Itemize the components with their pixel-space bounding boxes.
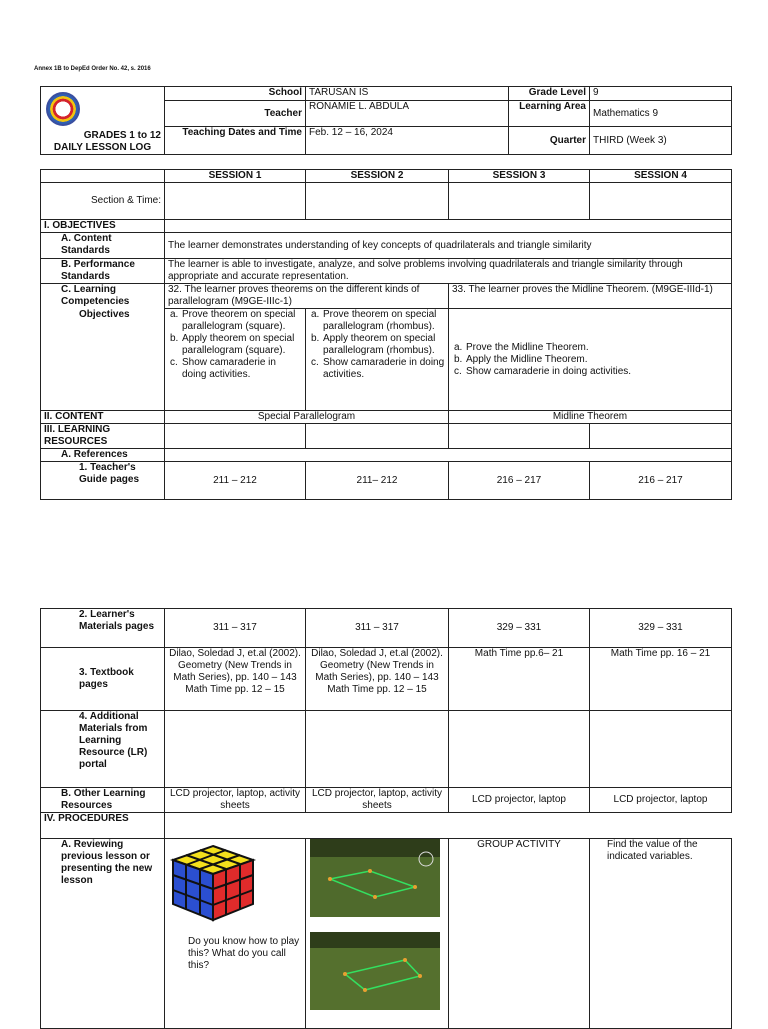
learning-area-label: Learning Area	[509, 101, 590, 127]
teachers-guide-s3: 216 – 217	[449, 462, 590, 500]
textbook-s2: Dilao, Soledad J, et.al (2002). Geometry (New Trends in Math Series), pp. 140 – 143 Math Time pp. 12 – 15	[306, 648, 449, 711]
objective-text: Prove theorem on special parallelogram (square).	[182, 309, 296, 332]
objective-marker: a.	[454, 341, 463, 353]
teachers-guide-s2: 211– 212	[306, 462, 449, 500]
resources-s2	[306, 424, 449, 449]
soccer-field-photo-1	[310, 839, 440, 917]
teacher-value: RONAMIE L. ABDULA	[306, 101, 509, 127]
objective-marker: c.	[454, 365, 462, 377]
reviewing-s4-instruction: Find the value of the indicated variables.	[607, 839, 698, 862]
quarter-value: THIRD (Week 3)	[590, 127, 732, 155]
deped-seal-icon	[46, 92, 80, 126]
school-label: School	[165, 87, 306, 101]
reviewing-label: A. Reviewing previous lesson or presenting the new lesson	[41, 839, 165, 1029]
objective-text: Apply theorem on special parallelogram (square).	[182, 333, 295, 356]
objective-item	[311, 333, 445, 357]
performance-standards-text: The learner is able to investigate, analyze, and solve problems involving quadrilaterals and triangle similarity through appropriate and accurate representation.	[165, 259, 732, 284]
section-time-s4	[590, 183, 732, 220]
objectives-s2	[306, 309, 449, 411]
soccer-field-photo-2	[310, 925, 440, 1017]
objective-marker: c.	[311, 357, 319, 368]
textbook-s1: Dilao, Soledad J, et.al (2002). Geometry (New Trends in Math Series), pp. 140 – 143 Math Time pp. 12 – 15	[165, 648, 306, 711]
content-standards-text: The learner demonstrates understanding of key concepts of quadrilaterals and triangle similarity	[165, 233, 732, 259]
annex-reference: Annex 1B to DepEd Order No. 42, s. 2016	[34, 66, 151, 72]
section-time-s2	[306, 183, 449, 220]
learners-materials-s4: 329 – 331	[590, 609, 732, 648]
teaching-dates-value: Feb. 12 – 16, 2024	[306, 127, 509, 155]
resources-s4	[590, 424, 732, 449]
reviewing-s1	[165, 839, 306, 1029]
objective-text: Prove theorem on special parallelogram (rhombus).	[323, 309, 437, 332]
quarter-label: Quarter	[509, 127, 590, 155]
objective-text: Show camaraderie in doing activities.	[466, 365, 632, 377]
resources-s1	[165, 424, 306, 449]
blank-corner-cell	[41, 170, 165, 183]
learners-materials-s1: 311 – 317	[165, 609, 306, 648]
references-label: A. References	[41, 449, 165, 462]
additional-materials-s2	[306, 711, 449, 788]
rubiks-cube-image	[168, 842, 258, 924]
section-time-s3	[449, 183, 590, 220]
objective-marker: b.	[454, 353, 463, 365]
objective-marker: c.	[170, 357, 178, 368]
content-s12: Special Parallelogram	[165, 411, 449, 424]
session-3-header: SESSION 3	[449, 170, 590, 183]
objective-item	[311, 357, 445, 381]
objective-marker: a.	[311, 309, 320, 320]
objective-text: Prove the Midline Theorem.	[466, 341, 589, 353]
header-title-line1: GRADES 1 to 12	[83, 129, 161, 141]
teacher-label: Teacher	[165, 101, 306, 127]
other-resources-s2: LCD projector, laptop, activity sheets	[306, 788, 449, 813]
header-title-line2: DAILY LESSON LOG	[53, 141, 152, 153]
additional-materials-label: 4. Additional Materials from Learning Resource (LR) portal	[41, 711, 165, 788]
references-blank	[165, 449, 732, 462]
session-1-header: SESSION 1	[165, 170, 306, 183]
content-label: II. CONTENT	[41, 411, 165, 424]
resources-s3	[449, 424, 590, 449]
objective-text: Apply the Midline Theorem.	[466, 353, 588, 365]
learning-resources-label: III. LEARNING RESOURCES	[41, 424, 165, 449]
objective-item	[170, 309, 302, 333]
teachers-guide-label: 1. Teacher's Guide pages	[41, 462, 165, 500]
objectives-s1	[165, 309, 306, 411]
section-time-label: Section & Time:	[41, 183, 165, 220]
objective-item	[170, 357, 302, 381]
section-time-s1	[165, 183, 306, 220]
objective-item	[170, 333, 302, 357]
teachers-guide-s1: 211 – 212	[165, 462, 306, 500]
reviewing-s3: GROUP ACTIVITY	[449, 839, 590, 1029]
objective-marker: a.	[170, 309, 179, 320]
other-resources-s4: LCD projector, laptop	[590, 788, 732, 813]
school-value: TARUSAN IS	[306, 87, 509, 101]
objective-item	[454, 365, 728, 378]
additional-materials-s4	[590, 711, 732, 788]
objective-marker: b.	[170, 333, 179, 344]
teaching-dates-label: Teaching Dates and Time	[165, 127, 306, 155]
textbook-s3: Math Time pp.6– 21	[449, 648, 590, 711]
learners-materials-s3: 329 – 331	[449, 609, 590, 648]
competency-s34: 33. The learner proves the Midline Theorem. (M9GE-IIId-1)	[449, 284, 732, 309]
session-4-header: SESSION 4	[590, 170, 732, 183]
objective-item	[454, 341, 728, 354]
learning-area-value: Mathematics 9	[590, 101, 732, 127]
objective-text: Show camaraderie in doing activities.	[323, 357, 445, 380]
textbook-s4: Math Time pp. 16 – 21	[590, 648, 732, 711]
objectives-blank	[165, 220, 732, 233]
objective-text: Show camaraderie in doing activities.	[182, 357, 276, 380]
learners-materials-label: 2. Learner's Materials pages	[41, 609, 165, 648]
textbook-label: 3. Textbook pages	[41, 648, 165, 711]
content-s34: Midline Theorem	[449, 411, 732, 424]
content-standards-label: A. Content Standards	[41, 233, 165, 259]
learning-competencies-label: C. Learning Competencies	[41, 284, 165, 309]
objectives-label: I. OBJECTIVES	[41, 220, 165, 233]
objectives-s34	[449, 309, 732, 411]
grade-level-label: Grade Level	[509, 87, 590, 101]
objective-item	[311, 309, 445, 333]
session-2-header: SESSION 2	[306, 170, 449, 183]
grade-level-value: 9	[590, 87, 732, 101]
reviewing-s1-question: Do you know how to play this? What do you call this?	[188, 936, 300, 971]
objectives-sublabel: Objectives	[41, 309, 165, 411]
teachers-guide-s4: 216 – 217	[590, 462, 732, 500]
other-resources-label: B. Other Learning Resources	[41, 788, 165, 813]
objective-text: Apply theorem on special parallelogram (rhombus).	[323, 333, 436, 356]
objective-item	[454, 353, 728, 366]
lesson-table-top	[40, 169, 732, 500]
header-table	[40, 86, 732, 155]
reviewing-s4	[590, 839, 732, 1029]
performance-standards-label: B. Performance Standards	[41, 259, 165, 284]
reviewing-s2	[306, 839, 449, 1029]
other-resources-s1: LCD projector, laptop, activity sheets	[165, 788, 306, 813]
competency-s12: 32. The learner proves theorems on the different kinds of parallelogram (M9GE-IIIc-1)	[165, 284, 449, 309]
lesson-table-bottom	[40, 608, 732, 1029]
learners-materials-s2: 311 – 317	[306, 609, 449, 648]
header-title-cell	[41, 87, 165, 155]
additional-materials-s1	[165, 711, 306, 788]
other-resources-s3: LCD projector, laptop	[449, 788, 590, 813]
objective-marker: b.	[311, 333, 320, 344]
procedures-blank	[165, 813, 732, 839]
additional-materials-s3	[449, 711, 590, 788]
procedures-label: IV. PROCEDURES	[41, 813, 165, 839]
